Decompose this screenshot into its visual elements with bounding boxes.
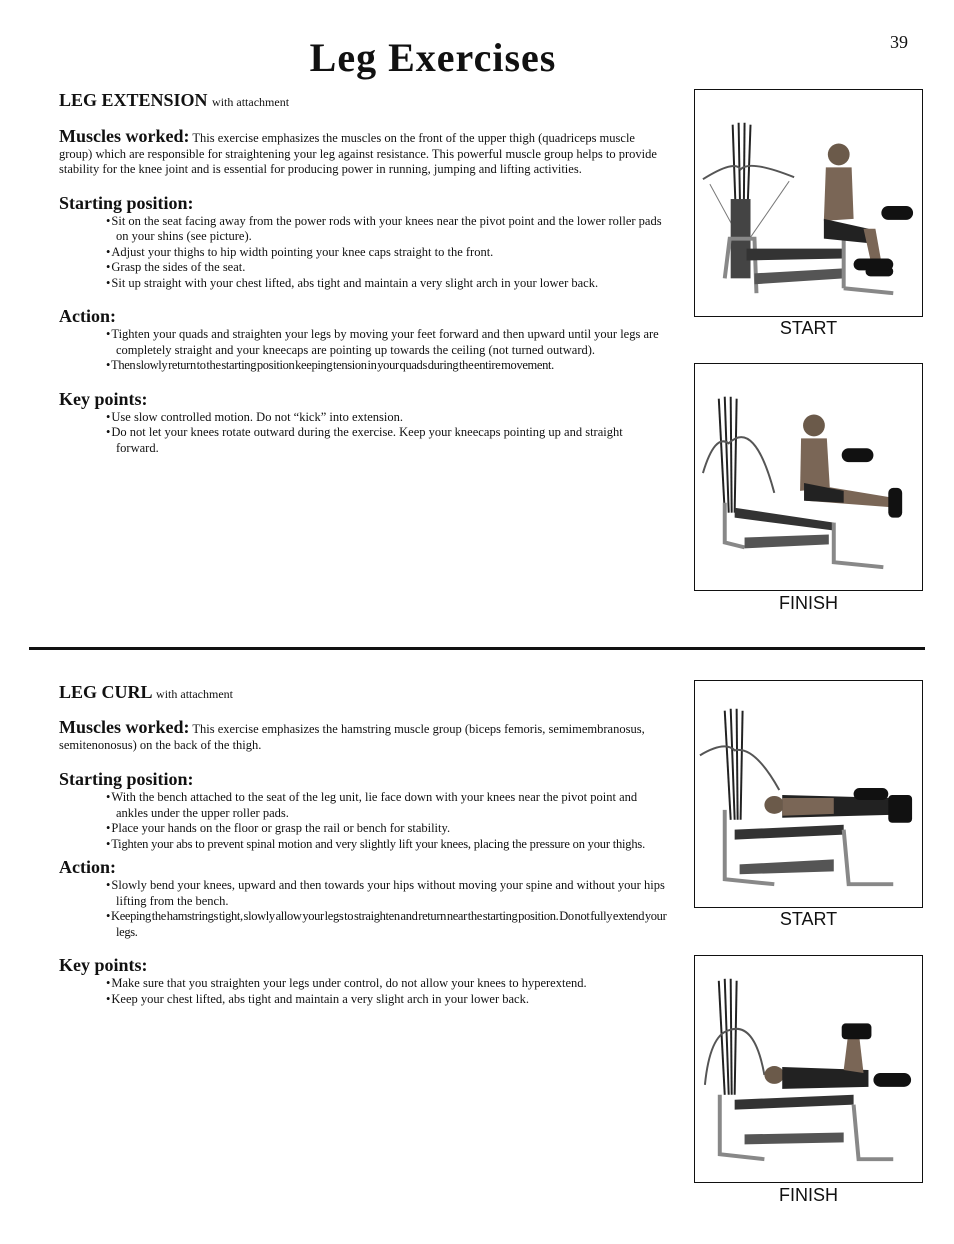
gym-machine-illustration <box>695 681 922 907</box>
muscles-heading: Muscles worked: <box>59 717 190 737</box>
caption-finish: FINISH <box>778 593 838 613</box>
key-points-heading: Key points: <box>59 388 148 409</box>
exercise-attachment: with attachment <box>156 687 234 701</box>
list-item: • Adjust your thighs to hip width pointing your knee caps straight to the front. <box>106 245 667 261</box>
list-item: • Keep your chest lifted, abs tight and maintain a very slight arch in your lower back. <box>106 992 667 1008</box>
muscles-heading: Muscles worked: <box>59 126 190 146</box>
page-number: 39 <box>890 32 908 52</box>
action-heading: Action: <box>59 857 116 877</box>
caption-start: START <box>779 318 838 338</box>
muscles-text: This exercise emphasizes the muscles on the front of the upper thigh (quadriceps muscle group) which are responsible for straightening your leg against resistance. This powerful muscle group helps to provide stability for the knee joint and is essential for producing power in running, jumping and lifting activities. <box>59 131 657 176</box>
list-item: • Place your hands on the floor or grasp the rail or bench for stability. <box>106 821 667 837</box>
leg-curl-start-photo <box>694 680 923 908</box>
exercise-name: LEG EXTENSION <box>59 90 208 110</box>
section-divider <box>29 647 925 650</box>
list-item: • Tighten your quads and straighten your legs by moving your feet forward and then upward until your legs are completely straight and your kneecaps are pointing up towards the ceiling (not turned outward). <box>106 327 667 358</box>
muscles-text: This exercise emphasizes the hamstring muscle group (biceps femoris, semimembranosus, semitenonosus) on the back of the thigh. <box>59 722 645 752</box>
list-item: • Make sure that you straighten your legs under control, do not allow your knees to hyperextend. <box>106 976 667 992</box>
key-points-list <box>59 410 667 457</box>
list-item: • Use slow controlled motion. Do not “kick” into extension. <box>106 410 667 426</box>
key-points-heading: Key points: <box>59 955 148 975</box>
muscles-worked <box>59 126 667 178</box>
leg-extension-section <box>59 90 667 456</box>
list-item: • With the bench attached to the seat of the leg unit, lie face down with your knees near the pivot point and ankles under the upper roller pads. <box>106 790 667 821</box>
exercise-title <box>59 682 667 703</box>
list-item: • Slowly bend your knees, upward and then towards your hips without moving your spine and without your hips lifting from the bench. <box>106 878 667 909</box>
list-item: • Grasp the sides of the seat. <box>106 260 667 276</box>
leg-curl-section <box>59 682 667 1007</box>
caption-start: START <box>779 909 838 929</box>
starting-position-heading: Starting position: <box>59 192 194 213</box>
key-points-list <box>59 976 667 1007</box>
action-heading: Action: <box>59 306 116 326</box>
exercise-name: LEG CURL <box>59 682 152 702</box>
leg-extension-start-photo <box>694 89 923 317</box>
muscles-worked <box>59 717 667 753</box>
gym-machine-illustration <box>695 956 922 1182</box>
leg-extension-finish-photo <box>694 363 923 591</box>
list-item: • Sit on the seat facing away from the power rods with your knees near the pivot point and the lower roller pads on your shins (see picture). <box>106 214 667 245</box>
exercise-title <box>59 90 667 111</box>
starting-position-list <box>59 214 667 292</box>
list-item: • Then slowly return to the starting position keeping tension in your quads during the entire movement. <box>106 358 667 374</box>
list-item: • Sit up straight with your chest lifted, abs tight and maintain a very slight arch in your lower back. <box>106 276 667 292</box>
action-list <box>59 878 667 940</box>
gym-machine-illustration <box>695 90 922 316</box>
list-item: • Tighten your abs to prevent spinal motion and very slightly lift your knees, placing the pressure on your thighs. <box>106 837 667 853</box>
leg-curl-finish-photo <box>694 955 923 1183</box>
action-list <box>59 327 667 374</box>
page-title: Leg Exercises <box>309 35 557 80</box>
starting-position-heading: Starting position: <box>59 769 194 789</box>
caption-finish: FINISH <box>778 1185 838 1205</box>
starting-position-list <box>59 790 667 852</box>
exercise-attachment: with attachment <box>212 95 290 109</box>
gym-machine-illustration <box>695 364 922 590</box>
list-item: • Keeping the hamstrings tight, slowly allow your legs to straighten and return near the starting position. Do not fully extend your legs. <box>106 909 667 940</box>
list-item: • Do not let your knees rotate outward during the exercise. Keep your kneecaps pointing up and straight forward. <box>106 425 667 456</box>
